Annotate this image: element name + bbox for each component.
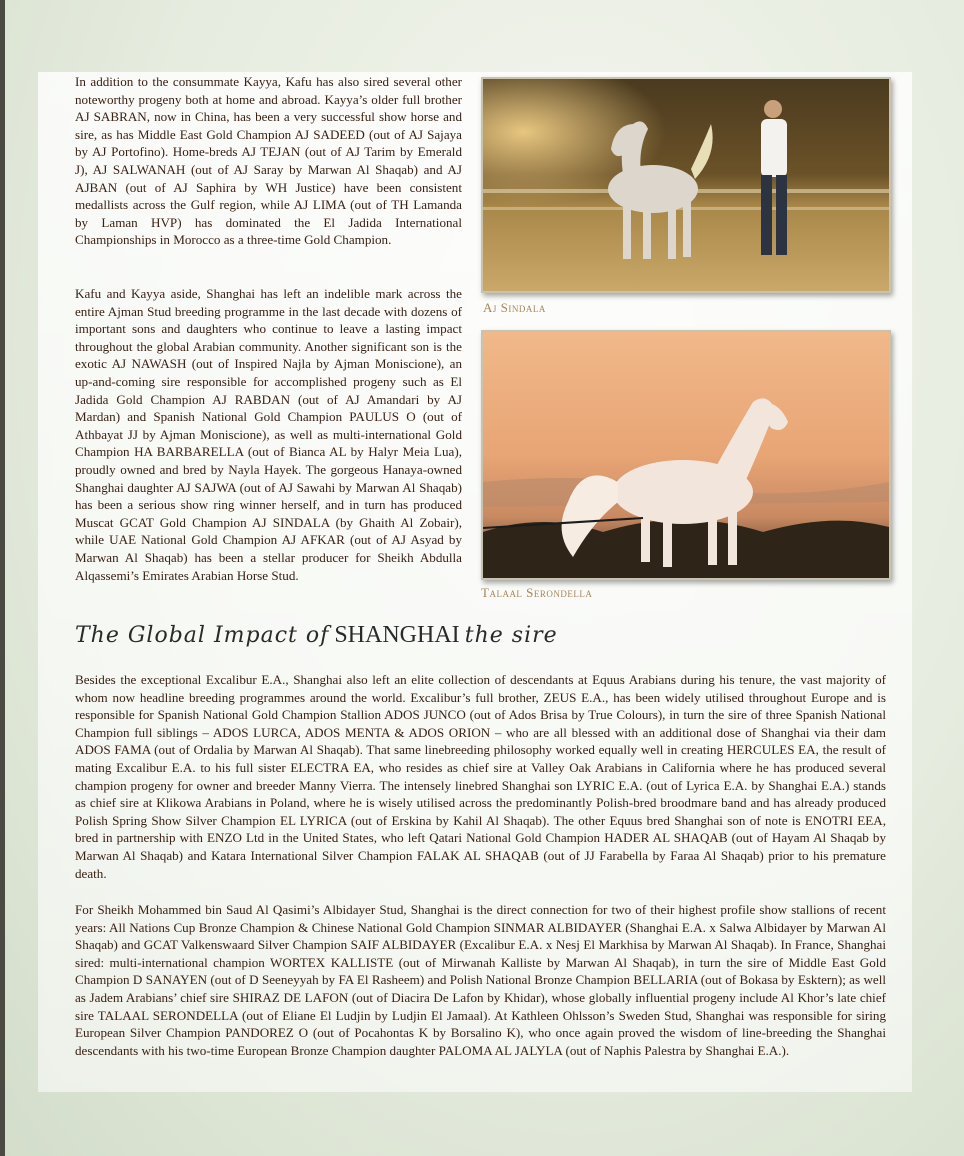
page-edge-bar (0, 0, 5, 1156)
photo-caption-1: Aj Sindala (483, 300, 546, 315)
photo-aj-sindala (481, 77, 891, 293)
photo-caption-2: Talaal Serondella (481, 585, 593, 600)
article-paragraph-4: For Sheikh Mohammed bin Saud Al Qasimi’s Albidayer Stud, Shanghai is the direct connection for two of their highest profile show stallions of recent years: All Nations Cup Bronze Champion & Chinese National Gold Champion SINMAR ALBIDAYER (Shanghai E.A. x Salwa Albidayer by Marwan Al Shaqab) and GCAT Valkenswaard Silver Champion SAIF ALBIDAYER (Excalibur E.A. x Nesj El Markhisa by Marwan Al Shaqab). In France, Shanghai sired: multi-international champion WORTEX KALLISTE (out of Mirwanah Kalliste by Marwan Al Shaqab), in turn the sire of Middle East Gold Champion D SANAYEN (out of D Seeneyyah by FA El Rasheem) and Polish National Bronze Champion BELLARIA (out of Bokasa by Esktern); as well as Jadem Arabians’ chief sire SHIRAZ DE LAFON (out of Diacira De Lafon by Khidar), whose globally influential progeny include Al Khor’s late chief sire TALAAL SERONDELLA (out of Eliane El Ludjin by Ludjin El Jamaal). At Kathleen Ohlsson’s Sweden Stud, Shanghai was responsible for siring European Silver Champion PANDOREZ O (out of Pocahontas K by Borsalino K), who once again proved the wisdom of line-breeding the Shanghai descendants with his two-time European Bronze Champion daughter PALOMA AL JALYLA (out of Naphis Palestra by Shanghai E.A.). (75, 902, 886, 1058)
photo-talaal-serondella (481, 330, 891, 580)
heading-script-part-2: the sire (464, 623, 558, 648)
heading-script-part-1: The Global Impact of (75, 623, 330, 648)
section-heading (75, 622, 558, 649)
article-paragraph-1: In addition to the consummate Kayya, Kafu has also sired several other noteworthy progeny both at home and abroad. Kayya’s older full brother AJ SABRAN, now in China, has been a very successful show horse and sire, as has Middle East Gold Champion AJ SADEED (out of AJ Sajaya by AJ Portofino). Home-breds AJ TEJAN (out of AJ Tarim by Emerald J), AJ SALWANAH (out of AJ Saray by Marwan Al Shaqab) and AJ AJBAN (out of AJ Saphira by WH Justice) have been consistent medallists across the Gulf region, while AJ LIMA (out of TH Lamanda by Laman HVP) has dominated the El Jadida International Championships in Morocco as a three-time Gold Champion. (75, 74, 462, 248)
article-paragraph-2: Kafu and Kayya aside, Shanghai has left an indelible mark across the entire Ajman Stud breeding programme in the last decade with dozens of important sons and daughters who continue to leave a lasting impact throughout the global Arabian community. Another significant son is the exotic AJ NAWASH (out of Inspired Najla by Ajman Moniscione), an up-and-coming sire responsible for accomplished progeny such as El Jadida Gold Champion AJ RABDAN (out of AJ Amandari by AJ Mardan) and Spanish National Gold Champion PAULUS O (out of Athbayat JJ by Ajman Moniscione), as well as multi-international Gold Champion HA BARBARELLA (out of Bianca AL by Halyr Meia Lua), proudly owned and bred by Nayla Hayek. The gorgeous Hanaya-owned Shanghai daughter AJ SAJWA (out of AJ Sawahi by Marwan Al Shaqab) has been a serious show ring winner herself, and in turn has produced Muscat GCAT Gold Champion AJ SINDALA (by Ghaith Al Zobair), while UAE National Gold Champion AJ AFKAR (out of AJ Asyad by Marwan Al Shaqab) has been a stellar producer for Sheikh Abdulla Alqassemi’s Emirates Arabian Horse Stud. (75, 286, 462, 583)
article-paragraph-3: Besides the exceptional Excalibur E.A., Shanghai also left an elite collection of descendants at Equus Arabians during his tenure, the vast majority of whom now headline breeding programmes around the world. Excalibur’s full brother, ZEUS E.A., has been widely utilised throughout Europe and is responsible for Spanish National Gold Champion Stallion ADOS JUNCO (out of Ados Brisa by True Colours), in turn the sire of three Spanish National Champion full siblings – ADOS LURCA, ADOS MENTA & ADOS ORION – who are all blessed with an additional dose of Shanghai via their dam ADOS FAMA (out of Ordalia by Marwan Al Shaqab). That same linebreeding philosophy worked equally well in creating HERCULES EA, the result of mating Excalibur E.A. to his full sister ELECTRA EA, who resides as chief sire at Valley Oak Arabians in California where he has produced several champion progeny for owner and breeder Manny Vierra. The intensely linebred Shanghai son LYRIC E.A. (out of Lyrica E.A. by Shanghai E.A.) stands as chief sire at Klikowa Arabians in Poland, where he is wisely utilised across the predominantly Polish-bred broodmare band and has already produced Polish Spring Show Silver Champion EL LYRICA (out of Erskina by Kahil Al Shaqab). The other Equus bred Shanghai son of note is ENOTRI EEA, bred in partnership with ENZO Ltd in the United States, who left Qatari National Gold Champion HADER AL SHAQAB (out of Hayam Al Shaqab by Marwan Al Shaqab) and Katara International Silver Champion FALAK AL SHAQAB (out of JJ Farabella by Faraa Al Shaqab) prior to his premature death. (75, 672, 886, 881)
heading-caps: SHANGHAI (334, 622, 460, 648)
